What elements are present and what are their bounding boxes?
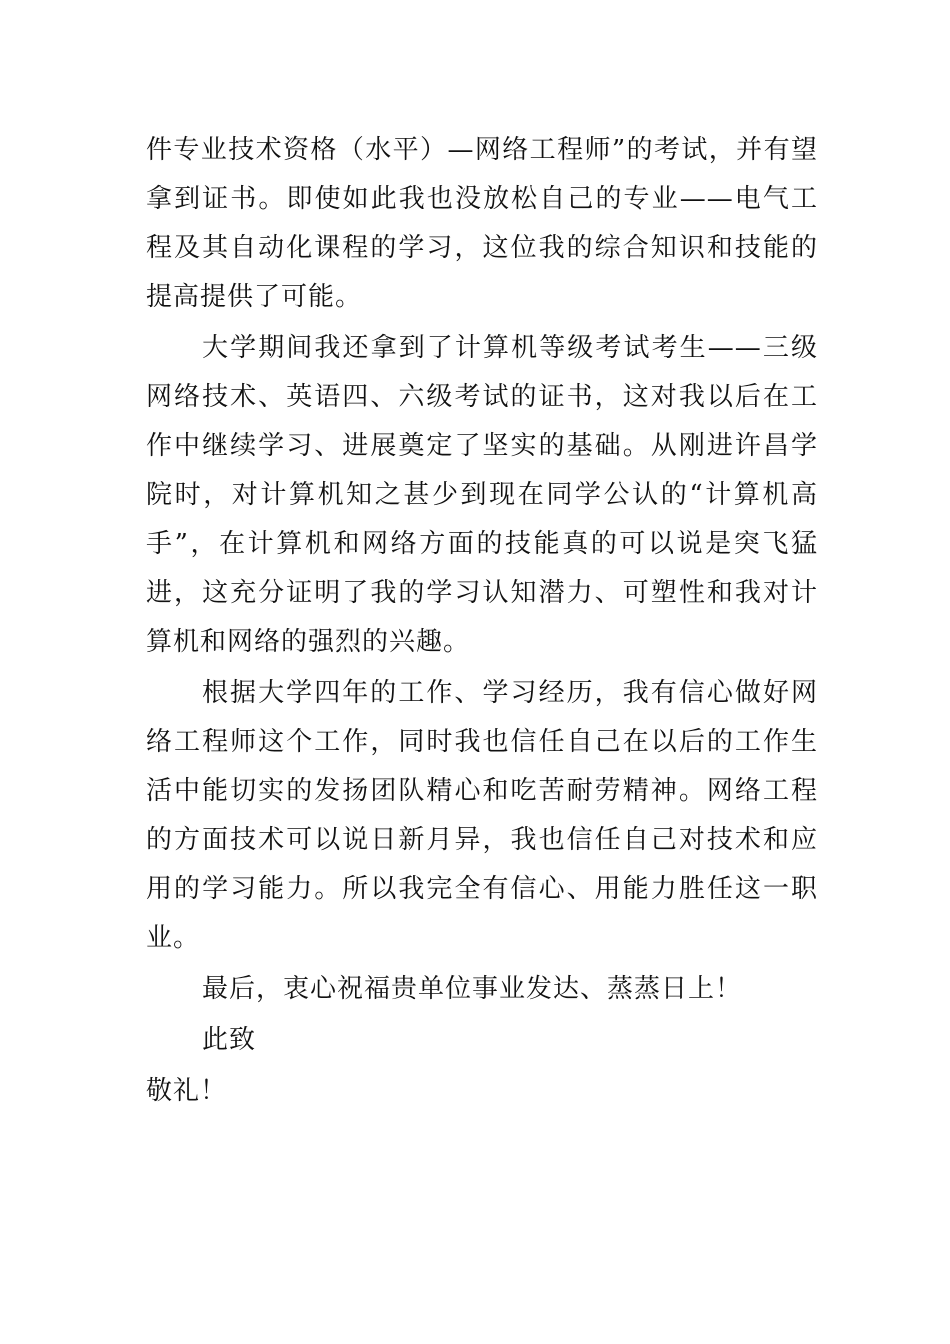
paragraph-certificates: 大学期间我还拿到了计算机等级考试考生——三级网络技术、英语四、六级考试的证书，这对我以后在工作中继续学习、进展奠定了坚实的基础。从刚进许昌学院时，对计算机知之甚少到现在同学公认的“计算机高手”，在计算机和网络方面的技能真的可以说是突飞猛进，这充分证明了我的学习认知潜力、可塑性和我对计算机和网络的强烈的兴趣。 bbox=[146, 333, 818, 657]
paragraph-closing-wish: 最后，衷心祝福贵单位事业发达、蒸蒸日上！ bbox=[202, 974, 743, 1004]
paragraph-confidence: 根据大学四年的工作、学习经历，我有信心做好网络工程师这个工作，同时我也信任自己在以后的工作生活中能切实的发扬团队精心和吃苦耐劳精神。网络工程的方面技术可以说日新月异，我也信任自己对技术和应用的学习能力。所以我完全有信心、用能力胜任这一职业。 bbox=[146, 678, 818, 953]
salutation-cizhi: 此致 bbox=[202, 1025, 257, 1055]
salutation-jingli: 敬礼！ bbox=[146, 1076, 228, 1106]
letter-body bbox=[146, 126, 818, 1116]
paragraph-continuation: 件专业技术资格（水平）—网络工程师”的考试，并有望拿到证书。即使如此我也没放松自己的专业——电气工程及其自动化课程的学习，这位我的综合知识和技能的提高提供了可能。 bbox=[146, 135, 818, 312]
